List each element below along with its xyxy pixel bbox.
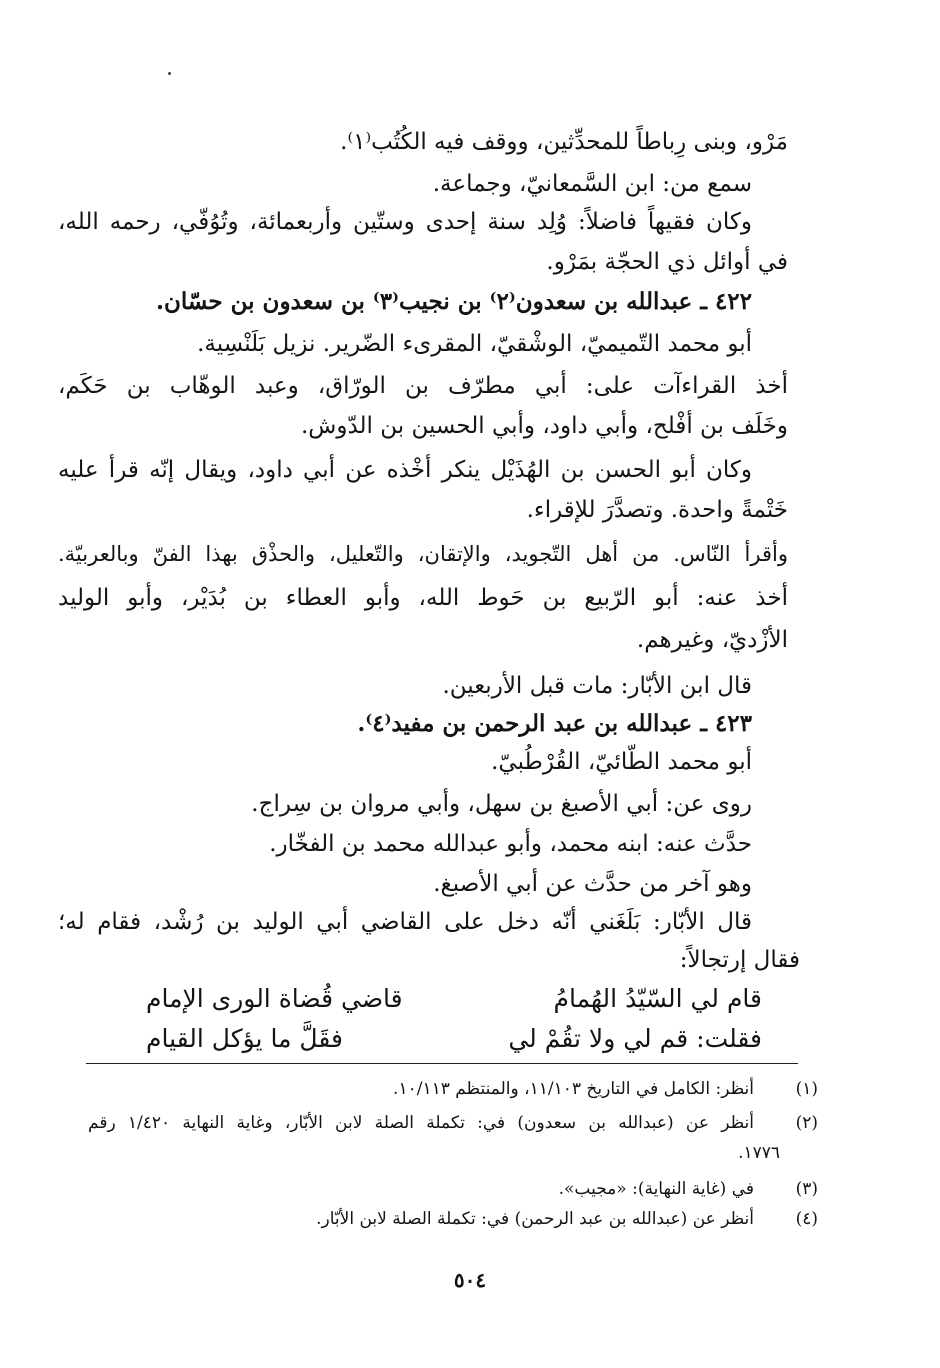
verse-2-hemistich-2: فقَلَّ ما يؤكل القيام (146, 1024, 343, 1053)
ink-speck (168, 72, 171, 75)
verse-1-hemistich-2: قاضي قُضاة الورى الإمام (146, 984, 403, 1013)
text-line: فقال إرتجالاً: (679, 947, 800, 973)
verse-2-hemistich-1: فقلت: قم لي ولا تقُمْ لي (508, 1024, 762, 1053)
text-line: الأزْديّ، وغيرهم. (636, 627, 788, 653)
footnote-separator (86, 1063, 798, 1064)
footnote-text: أنظر: الكامل في التاريخ ١١/١٠٣، والمنتظم ١٠/١١٣. (393, 1079, 754, 1099)
text-line: وأقرأ النّاس. من أهل التّجويد، والإتقان، والتّعليل، والحذْق بهذا الفنّ وبالعربيّة. (58, 542, 788, 566)
footnote-text: أنظر عن (عبدالله بن سعدون) في: تكملة الصلة لابن الأبّار، وغاية النهاية ١/٤٢٠ رقم (88, 1113, 754, 1133)
text-line: أخذ القراءآت على: أبي مطرّف بن الورّاق، وعبد الوهّاب بن حَكَم، (58, 373, 788, 399)
footnote-number: (٢) (795, 1113, 818, 1133)
text-line: أبو محمد التّميميّ، الوشْقيّ، المقرىء الضّرير. نزيل بَلَنْسِية. (197, 331, 752, 357)
footnote-number: (٤) (795, 1209, 818, 1229)
verse-1-hemistich-1: قام لي السّيّدُ الهُمامُ (553, 984, 762, 1013)
entry-heading-422: ٤٢٢ ـ عبدالله بن سعدون⁽٢⁾ بن نجيب⁽٣⁾ بن سعدون بن حسّان. (155, 288, 752, 315)
footnote-text: ١٧٧٦. (738, 1143, 780, 1163)
footnote-number: (٣) (795, 1179, 818, 1199)
text-line: أبو محمد الطّائيّ، القُرْطُبيّ. (491, 749, 752, 775)
text-line: قال الأبّار: بَلَغَني أنّه دخل على القاضي أبي الوليد بن رُشْد، فقام له؛ (58, 909, 752, 935)
text-line: في أوائل ذي الحجّة بمَرْو. (546, 249, 788, 275)
text-line: سمع من: ابن السَّمعانيّ، وجماعة. (432, 171, 752, 197)
text-line: حدَّث عنه: ابنه محمد، وأبو عبدالله محمد بن الفخّار. (269, 831, 752, 857)
footnote-number: (١) (795, 1079, 818, 1099)
text-line: وهو آخر من حدَّث عن أبي الأصبغ. (433, 871, 752, 897)
text-line: وكان فقيهاً فاضلاً: وُلِد سنة إحدى وستّين وأربعمائة، وتُوُفّي، رحمه الله، (58, 209, 752, 235)
text-line: خَتْمةً واحدة. وتصدَّرَ للإقراء. (526, 497, 788, 523)
text-line: وخَلَف بن أفْلح، وأبي داود، وأبي الحسين بن الدّوش. (300, 413, 788, 439)
entry-heading-423: ٤٢٣ ـ عبدالله بن عبد الرحمن بن مفيد⁽٤⁾. (357, 710, 752, 737)
text-line: وكان أبو الحسن بن الهُذَيْل ينكر أخْذه عن أبي داود، ويقال إنّه قرأ عليه (58, 457, 752, 483)
page-number: ٥٠٤ (453, 1268, 487, 1292)
text-line: قال ابن الأبّار: مات قبل الأربعين. (442, 673, 752, 699)
text-line: روى عن: أبي الأصبغ بن سهل، وأبي مروان بن سِراج. (251, 791, 752, 817)
text-line: أخذ عنه: أبو الرّبيع بن حَوط الله، وأبو العطاء بن بُدَيْر، وأبو الوليد (58, 585, 788, 611)
footnote-text: أنظر عن (عبدالله بن عبد الرحمن) في: تكملة الصلة لابن الأبّار. (316, 1209, 754, 1229)
text-line: مَرْو، وبنى رِباطاً للمحدِّثين، ووقف فيه الكُتُب⁽١⁾. (340, 129, 788, 155)
footnote-text: في (غاية النهاية): «مجيب». (558, 1179, 754, 1199)
